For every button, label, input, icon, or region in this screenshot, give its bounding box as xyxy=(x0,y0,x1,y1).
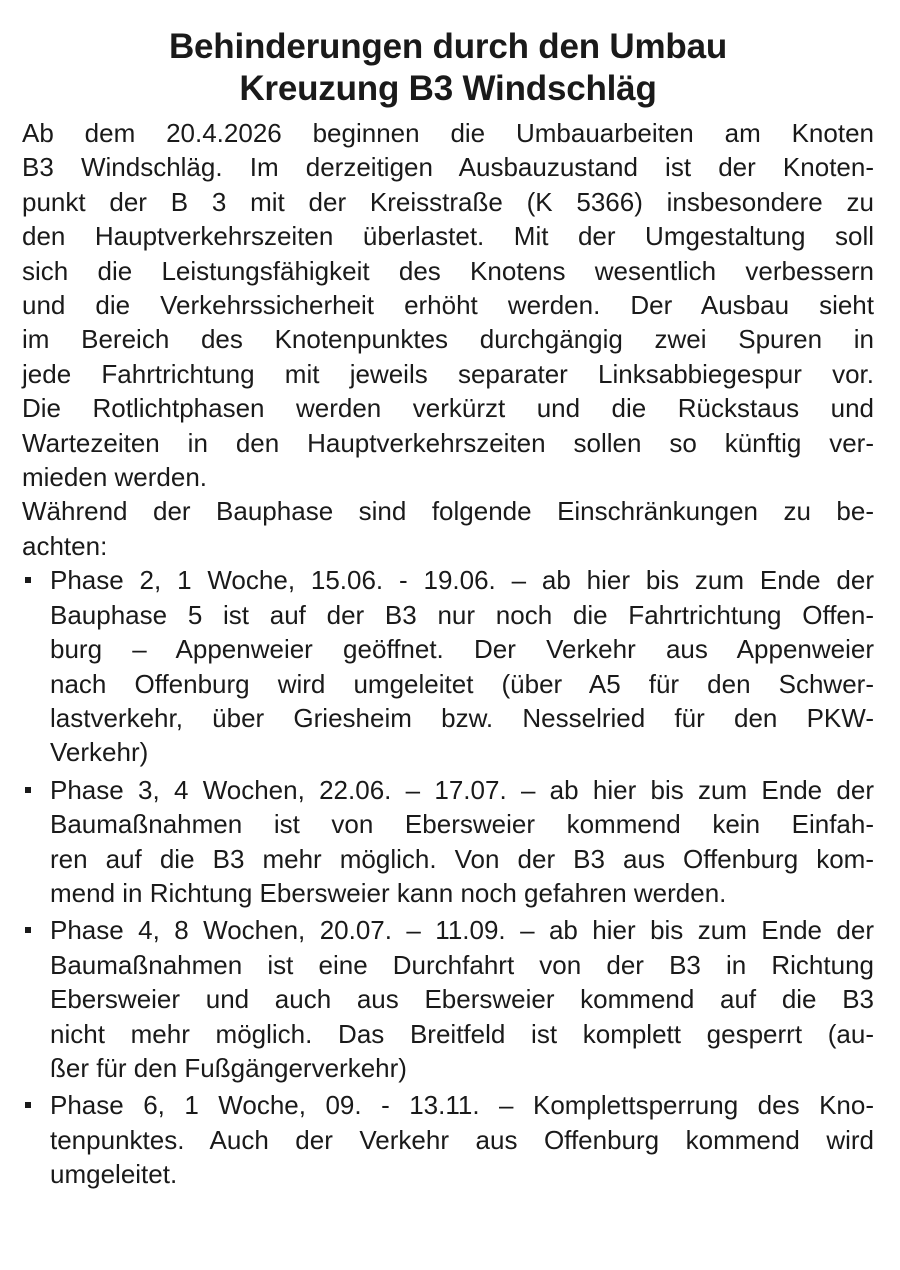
phase-list-item xyxy=(22,1088,874,1191)
title-line-1: Behinderungen durch den Umbau xyxy=(168,27,728,66)
bullet-square-icon xyxy=(25,787,31,793)
text-line: lastverkehr, über Griesheim bzw. Nesselried für den PKW- xyxy=(50,702,874,733)
text-line: punkt der B 3 mit der Kreisstraße (K 5366) insbesondere zu xyxy=(22,186,874,217)
text-line: Baumaßnahmen ist von Ebersweier kommend kein Einfah- xyxy=(50,809,874,840)
text-line: Bauphase 5 ist auf der B3 nur noch die Fahrtrichtung Offen- xyxy=(50,599,874,630)
text-line: sich die Leistungsfähigkeit des Knotens wesentlich verbessern xyxy=(22,255,874,286)
document-title xyxy=(22,26,874,110)
text-line: Die Rotlichtphasen werden verkürzt und die Rückstaus und xyxy=(22,393,874,424)
text-line: Phase 2, 1 Woche, 15.06. - 19.06. – ab hier bis zum Ende der xyxy=(50,565,874,596)
text-line: Verkehr) xyxy=(50,737,149,768)
text-line: mieden werden. xyxy=(22,462,207,493)
phase-list-item xyxy=(22,563,874,769)
text-line: ren auf die B3 mehr möglich. Von der B3 aus Offenburg kom- xyxy=(50,843,874,874)
text-line: nicht mehr möglich. Das Breitfeld ist komplett gesperrt (au- xyxy=(50,1018,874,1049)
phase-list xyxy=(22,563,874,1191)
text-line: nach Offenburg wird umgeleitet (über A5 für den Schwer- xyxy=(50,668,874,699)
text-line: Während der Bauphase sind folgende Einschränkungen zu be- xyxy=(22,496,874,527)
text-line: jede Fahrtrichtung mit jeweils separater Linksabbiegespur vor. xyxy=(22,358,874,389)
bullet-square-icon xyxy=(25,1102,31,1108)
text-line: ßer für den Fußgängerverkehr) xyxy=(50,1052,407,1083)
bullet-square-icon xyxy=(25,927,31,933)
text-line: B3 Windschläg. Im derzeitigen Ausbauzustand ist der Knoten- xyxy=(22,152,874,183)
text-line: Baumaßnahmen ist eine Durchfahrt von der B3 in Richtung xyxy=(50,949,874,980)
phase-list-item xyxy=(22,773,874,911)
document-page xyxy=(22,26,874,1192)
phase-list-item xyxy=(22,913,874,1085)
title-line-2: Kreuzung B3 Windschläg xyxy=(239,69,657,108)
text-line: Phase 3, 4 Wochen, 22.06. – 17.07. – ab hier bis zum Ende der xyxy=(50,774,874,805)
text-line: achten: xyxy=(22,530,108,561)
text-line: Ebersweier und auch aus Ebersweier kommend auf die B3 xyxy=(50,984,874,1015)
bullet-square-icon xyxy=(25,577,31,583)
text-line: tenpunktes. Auch der Verkehr aus Offenburg kommend wird xyxy=(50,1124,874,1155)
text-line: und die Verkehrssicherheit erhöht werden. Der Ausbau sieht xyxy=(22,290,874,321)
text-line: im Bereich des Knotenpunktes durchgängig zwei Spuren in xyxy=(22,324,874,355)
text-line: Ab dem 20.4.2026 beginnen die Umbauarbeiten am Knoten xyxy=(22,118,874,148)
text-line: Phase 6, 1 Woche, 09. - 13.11. – Komplettsperrung des Kno- xyxy=(50,1090,874,1121)
text-line: Phase 4, 8 Wochen, 20.07. – 11.09. – ab hier bis zum Ende der xyxy=(50,915,874,946)
text-line: burg – Appenweier geöffnet. Der Verkehr aus Appenweier xyxy=(50,634,874,665)
text-line: Wartezeiten in den Hauptverkehrszeiten sollen so künftig ver- xyxy=(22,427,874,458)
text-line: den Hauptverkehrszeiten überlastet. Mit der Umgestaltung soll xyxy=(22,221,874,252)
text-line: mend in Richtung Ebersweier kann noch gefahren werden. xyxy=(50,877,727,908)
intro-paragraph xyxy=(22,116,874,563)
text-line: umgeleitet. xyxy=(50,1159,178,1190)
